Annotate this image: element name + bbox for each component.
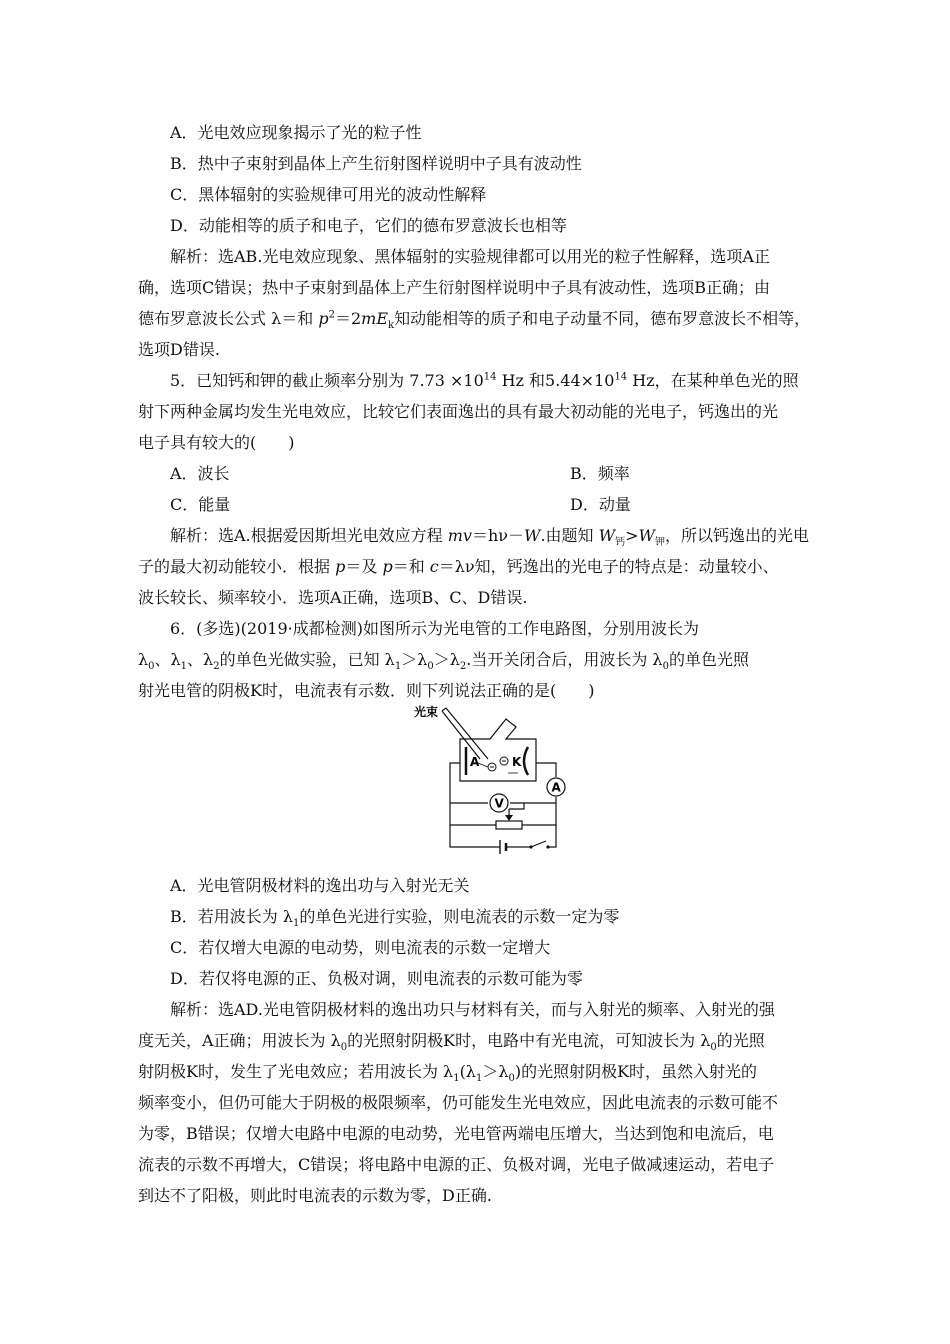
phototube-envelope (460, 719, 536, 781)
q5-stem-line-2: 射下两种金属均发生光电效应，比较它们表面逸出的具有最大初动能的光电子，钙逸出的光 (138, 402, 779, 421)
q5-option-a: A．波长 (170, 464, 230, 483)
q6-analysis-line-7: 到达不了阳极，则此时电流表的示数为零，D正确. (138, 1186, 492, 1205)
symbol-W: W (638, 526, 655, 545)
text-run: λ (138, 650, 149, 669)
text-run: ＝和 (392, 557, 430, 576)
q6-option-a: A．光电管阴极材料的逸出功与入射光无关 (170, 876, 470, 895)
text-run: ＞λ (401, 650, 428, 669)
subscript: 0 (710, 1042, 717, 1054)
subscript: 1 (180, 661, 188, 673)
text-run: .由题知 (540, 526, 599, 545)
q4-analysis-line-1: 解析：选AB.光电效应现象、黑体辐射的实验规律都可以用光的粒子性解释，选项A正 (170, 247, 770, 266)
q6-analysis-line-1: 解析：选AD.光电管阴极材料的逸出功只与材料有关，而与入射光的频率、入射光的强 (170, 1000, 775, 1019)
q6-analysis-line-4: 频率变小，但仍可能大于阴极的极限频率，仍可能发生光电效应，因此电流表的示数可能不 (138, 1093, 779, 1112)
q5-analysis-line-3: 波长较长、频率较小．选项A正确，选项B、C、D错误. (138, 588, 528, 607)
text-run: Hz 和5.44×10 (496, 371, 615, 390)
text-run: ，所以钙逸出的光电 (664, 526, 809, 545)
q6-stem-line-3: 射光电管的阴极K时，电流表有示数．则下列说法正确的是( ) (138, 681, 595, 700)
subscript: k (388, 320, 395, 332)
superscript: 14 (483, 371, 497, 383)
cathode-label: K (512, 755, 522, 769)
subscript: 2 (213, 661, 220, 673)
subscript: 0 (427, 661, 434, 673)
text-run: 的单色光照 (668, 650, 749, 669)
text-run: > (625, 526, 639, 545)
q4-option-b: B．热中子束射到晶体上产生衍射图样说明中子具有波动性 (170, 154, 582, 173)
q5-option-c: C．能量 (170, 495, 231, 514)
text-run: 解析：选A.根据爱因斯坦光电效应方程 (170, 526, 448, 545)
q4-option-c: C．黑体辐射的实验规律可用光的波动性解释 (170, 185, 487, 204)
symbol-p: p (382, 557, 393, 576)
q4-analysis-line-2: 确，选项C错误；热中子束射到晶体上产生衍射图样说明中子具有波动性，选项B正确；由 (138, 278, 771, 297)
subscript: 1 (453, 1073, 460, 1085)
q5-analysis-line-1 (170, 525, 809, 547)
symbol-mE: mE (361, 309, 388, 328)
subscript: 0 (662, 661, 669, 673)
q5-option-b: B．频率 (570, 464, 630, 483)
text-run: 子的最大初动能较小．根据 (138, 557, 336, 576)
text-run: 射阴极K时，发生了光电效应；若用波长为 λ (138, 1062, 454, 1081)
symbol-p: p (335, 557, 346, 576)
text-run: (λ (459, 1062, 476, 1081)
text-run: 的光照射阴极K时，电路中有光电流，可知波长为 λ (347, 1031, 711, 1050)
symbol-c: c (429, 557, 439, 576)
symbol-W: W (524, 526, 541, 545)
subscript: 0 (340, 1042, 348, 1054)
q6-analysis-line-6: 流表的示数不再增大，C错误；将电路中电源的正、负极对调，光电子做减速运动，若电子 (138, 1155, 775, 1174)
beam-label: 光束 (414, 705, 439, 719)
subscript: 0 (508, 1073, 515, 1085)
q6-analysis-line-5: 为零，B错误；仅增大电路中电源的电动势，光电管两端电压增大，当达到饱和电流后，电 (138, 1124, 774, 1143)
subscript: 0 (148, 661, 155, 673)
voltmeter (490, 794, 508, 812)
symbol-W: W (598, 526, 616, 545)
q4-analysis-line-3 (138, 308, 810, 330)
text-run: ＞λ (433, 650, 460, 669)
q6-analysis-line-2 (138, 1030, 765, 1052)
q5-stem-line-1 (170, 370, 799, 392)
switch (529, 841, 549, 849)
subscript: 1 (394, 661, 402, 673)
text-run: 的光照 (716, 1031, 765, 1050)
battery (496, 840, 516, 854)
text-run: ＝λν知，钙逸出的光电子的特点是：动量较小、 (438, 557, 779, 576)
ammeter (547, 778, 565, 796)
text-run: 德布罗意波长公式 λ＝和 (138, 309, 319, 328)
q5-option-d: D．动量 (570, 495, 631, 514)
cathode-plate (524, 747, 528, 775)
text-run: .当开关闭合后，用波长为 λ (466, 650, 663, 669)
subscript: 钙 (615, 537, 626, 549)
q6-stem-line-1: 6．(多选)(2019·成都检测)如图所示为光电管的工作电路图，分别用波长为 (170, 619, 699, 638)
q6-option-b (170, 906, 619, 928)
phototube-circuit-diagram (412, 703, 588, 867)
q6-analysis-line-3 (138, 1061, 757, 1083)
q4-option-d: D．动能相等的质子和电子，它们的德布罗意波长也相等 (170, 216, 567, 235)
text-run: 的单色光做实验，已知 λ (219, 650, 395, 669)
symbol-p: p (318, 309, 329, 328)
text-run: )的光照射阴极K时，虽然入射光的 (514, 1062, 758, 1081)
subscript: 1 (293, 918, 300, 930)
q5-analysis-line-2 (138, 556, 779, 578)
superscript: 14 (614, 371, 628, 383)
voltmeter-label: V (494, 796, 504, 811)
subscript: 2 (459, 661, 467, 673)
ammeter-label: A (551, 780, 561, 795)
q6-stem-line-2 (138, 649, 749, 671)
text-run: 、λ (187, 650, 214, 669)
symbol-mv: mv (447, 526, 472, 545)
text-run: 度无关，A正确；用波长为 λ (138, 1031, 341, 1050)
text-run: B．若用波长为 λ (170, 907, 293, 926)
q4-analysis-line-4: 选项D错误. (138, 340, 220, 359)
q4-option-a: A．光电效应现象揭示了光的粒子性 (170, 123, 422, 142)
text-run: 的单色光进行实验，则电流表的示数一定为零 (299, 907, 620, 926)
text-run: ＝hν－ (471, 526, 524, 545)
q5-stem-line-3: 电子具有较大的( ) (138, 433, 295, 452)
superscript: 2 (328, 309, 335, 321)
q6-option-c: C．若仅增大电源的电动势，则电流表的示数一定增大 (170, 938, 551, 957)
subscript: 钾 (654, 537, 665, 549)
text-run: ＞λ (482, 1062, 509, 1081)
text-run: 5．已知钙和钾的截止频率分别为 7.73 ×10 (170, 371, 484, 390)
q6-option-d: D．若仅将电源的正、负极对调，则电流表的示数可能为零 (170, 969, 583, 988)
text-run: ＝2 (334, 309, 362, 328)
text-run: ＝及 (345, 557, 383, 576)
text-run: 知动能相等的质子和电子动量不同，德布罗意波长不相等， (394, 309, 811, 328)
text-run: Hz，在某种单色光的照 (627, 371, 799, 390)
anode-label: A (470, 755, 480, 769)
subscript: 1 (475, 1073, 483, 1085)
text-run: 、λ (154, 650, 181, 669)
